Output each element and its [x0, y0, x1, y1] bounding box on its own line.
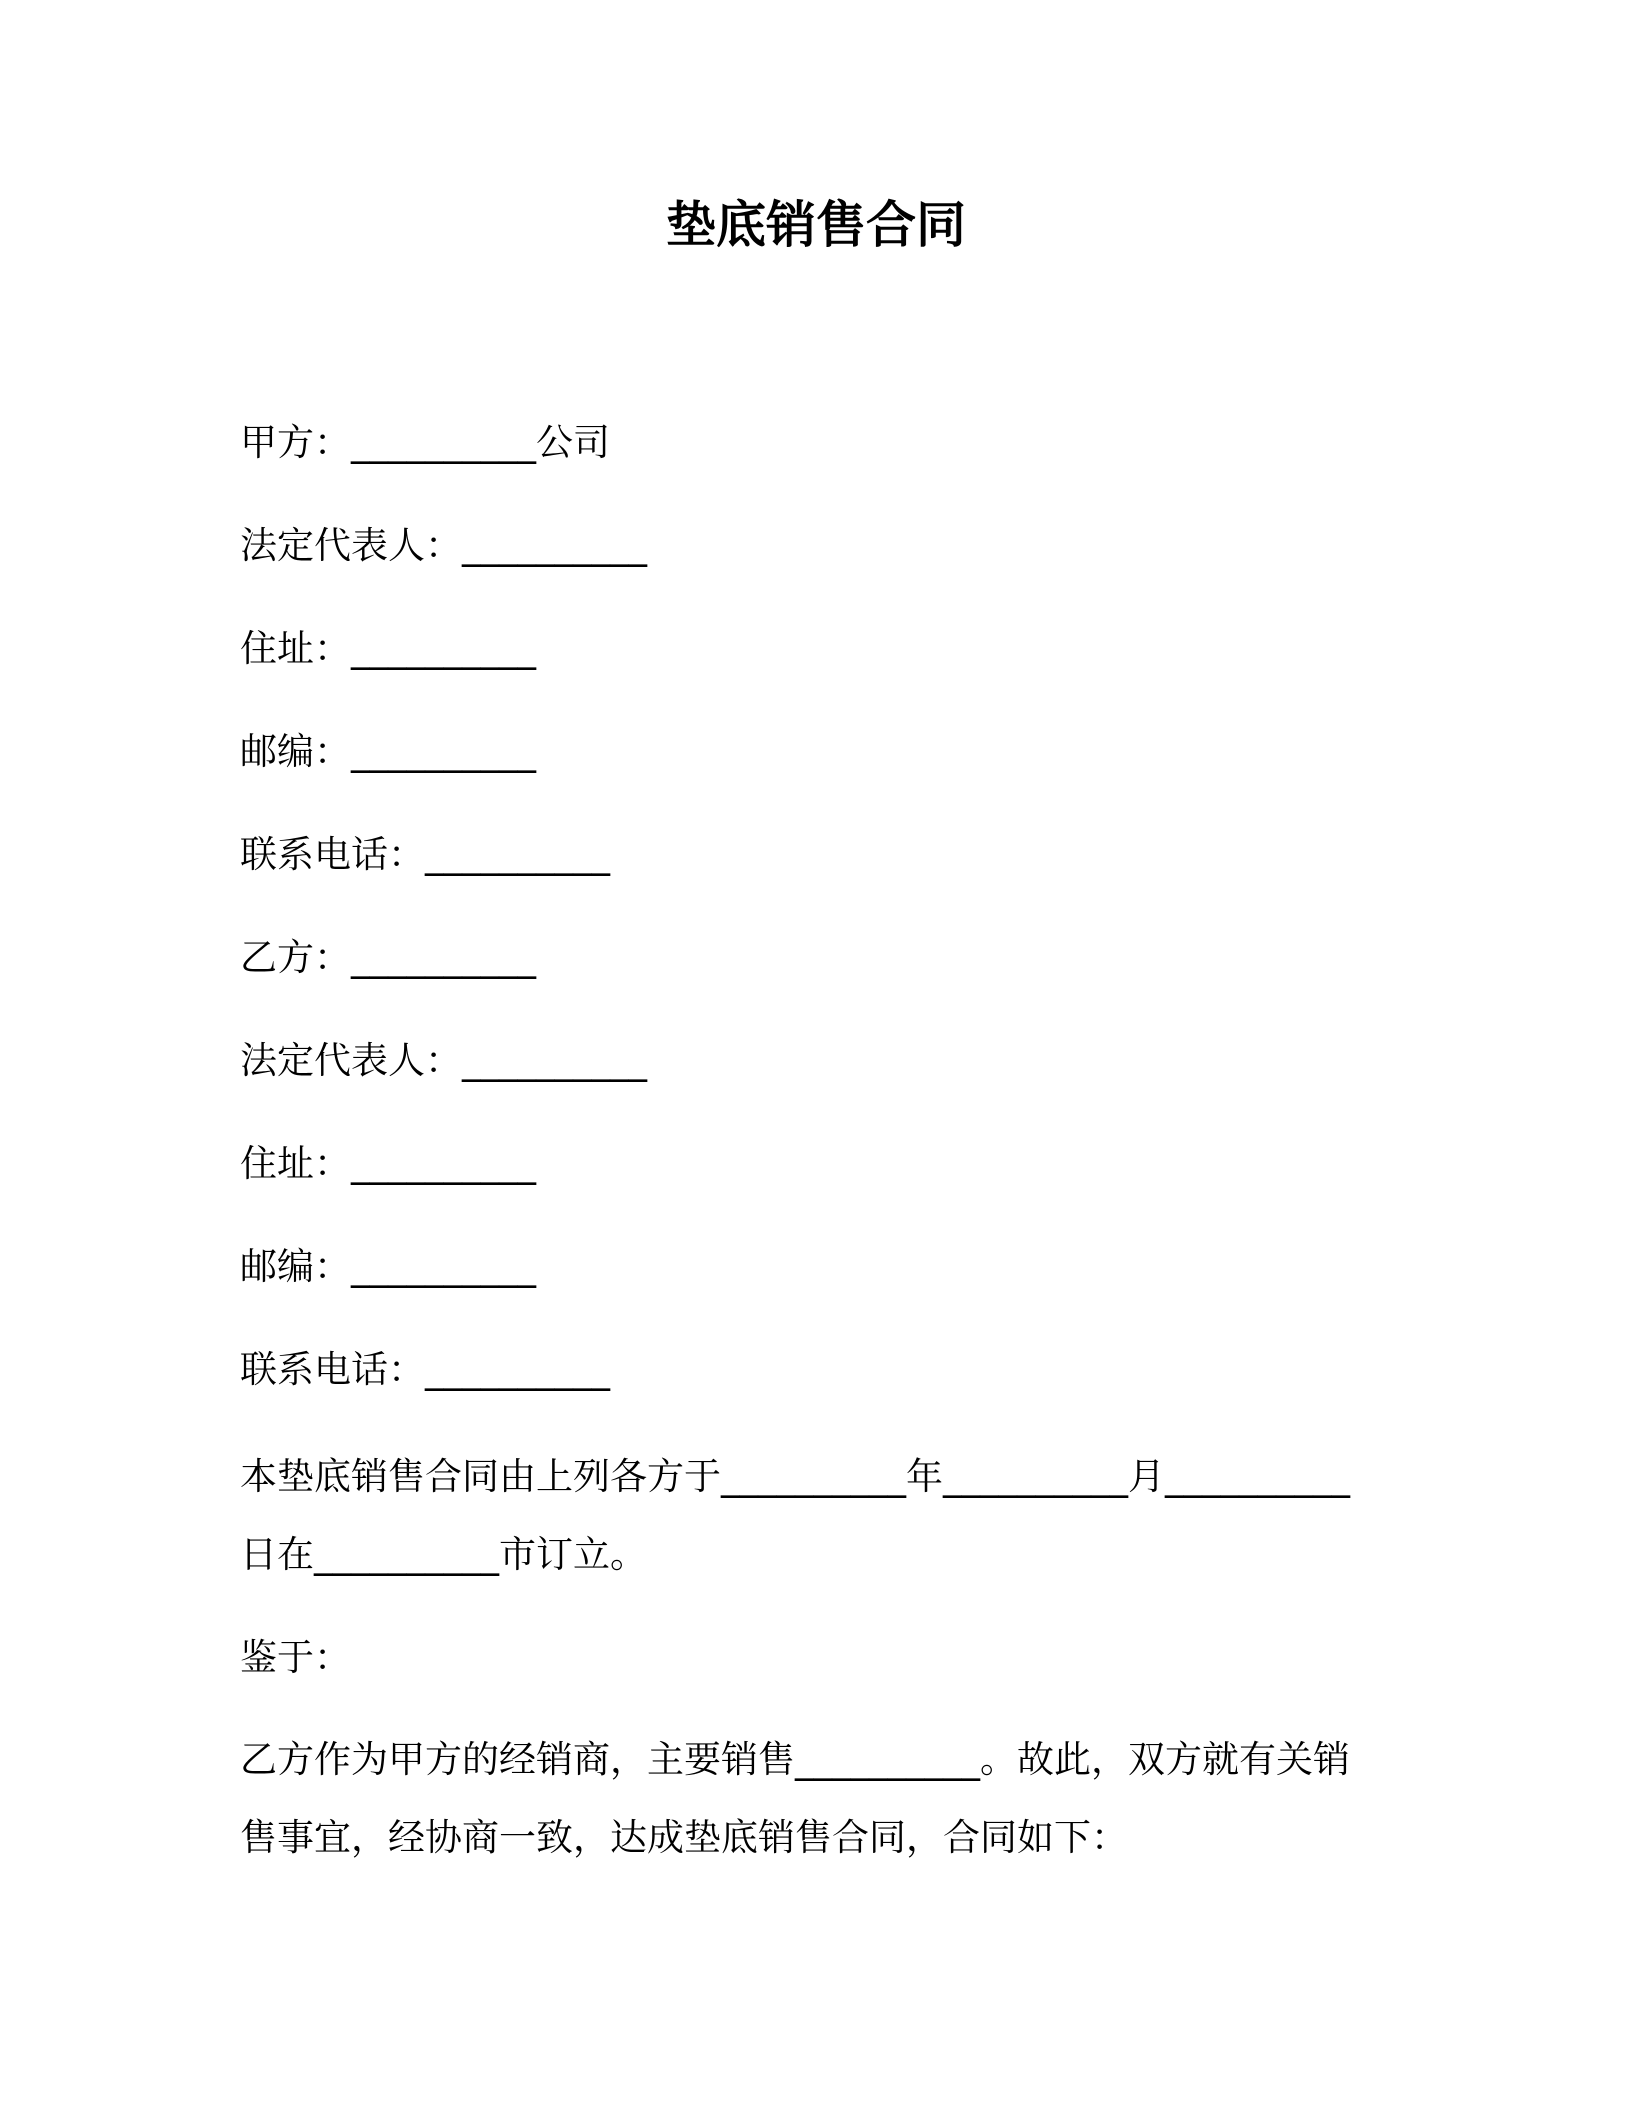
party-b-representative: 法定代表人：__________ [240, 1039, 647, 1082]
party-b-postcode: 邮编：__________ [240, 1245, 536, 1288]
party-a-postcode: 邮编：__________ [240, 730, 536, 773]
whereas-text-line-1: 乙方作为甲方的经销商，主要销售__________。故此，双方就有关销 [240, 1738, 1350, 1781]
party-b-name: 乙方：__________ [240, 936, 536, 979]
party-a-name: 甲方：__________公司 [240, 421, 610, 464]
whereas-text-line-2: 售事宜，经协商一致，达成垫底销售合同，合同如下： [240, 1816, 1128, 1859]
party-b-address: 住址：__________ [240, 1142, 536, 1185]
signing-statement-line-1: 本垫底销售合同由上列各方于__________年__________月__________ [240, 1455, 1350, 1498]
party-a-phone: 联系电话：__________ [240, 833, 610, 876]
signing-statement-line-2: 日在__________市订立。 [240, 1533, 647, 1576]
party-b-phone: 联系电话：__________ [240, 1348, 610, 1391]
document-title: 垫底销售合同 [666, 196, 966, 254]
whereas-label: 鉴于： [240, 1636, 351, 1679]
party-a-representative: 法定代表人：__________ [240, 524, 647, 567]
party-a-address: 住址：__________ [240, 627, 536, 670]
